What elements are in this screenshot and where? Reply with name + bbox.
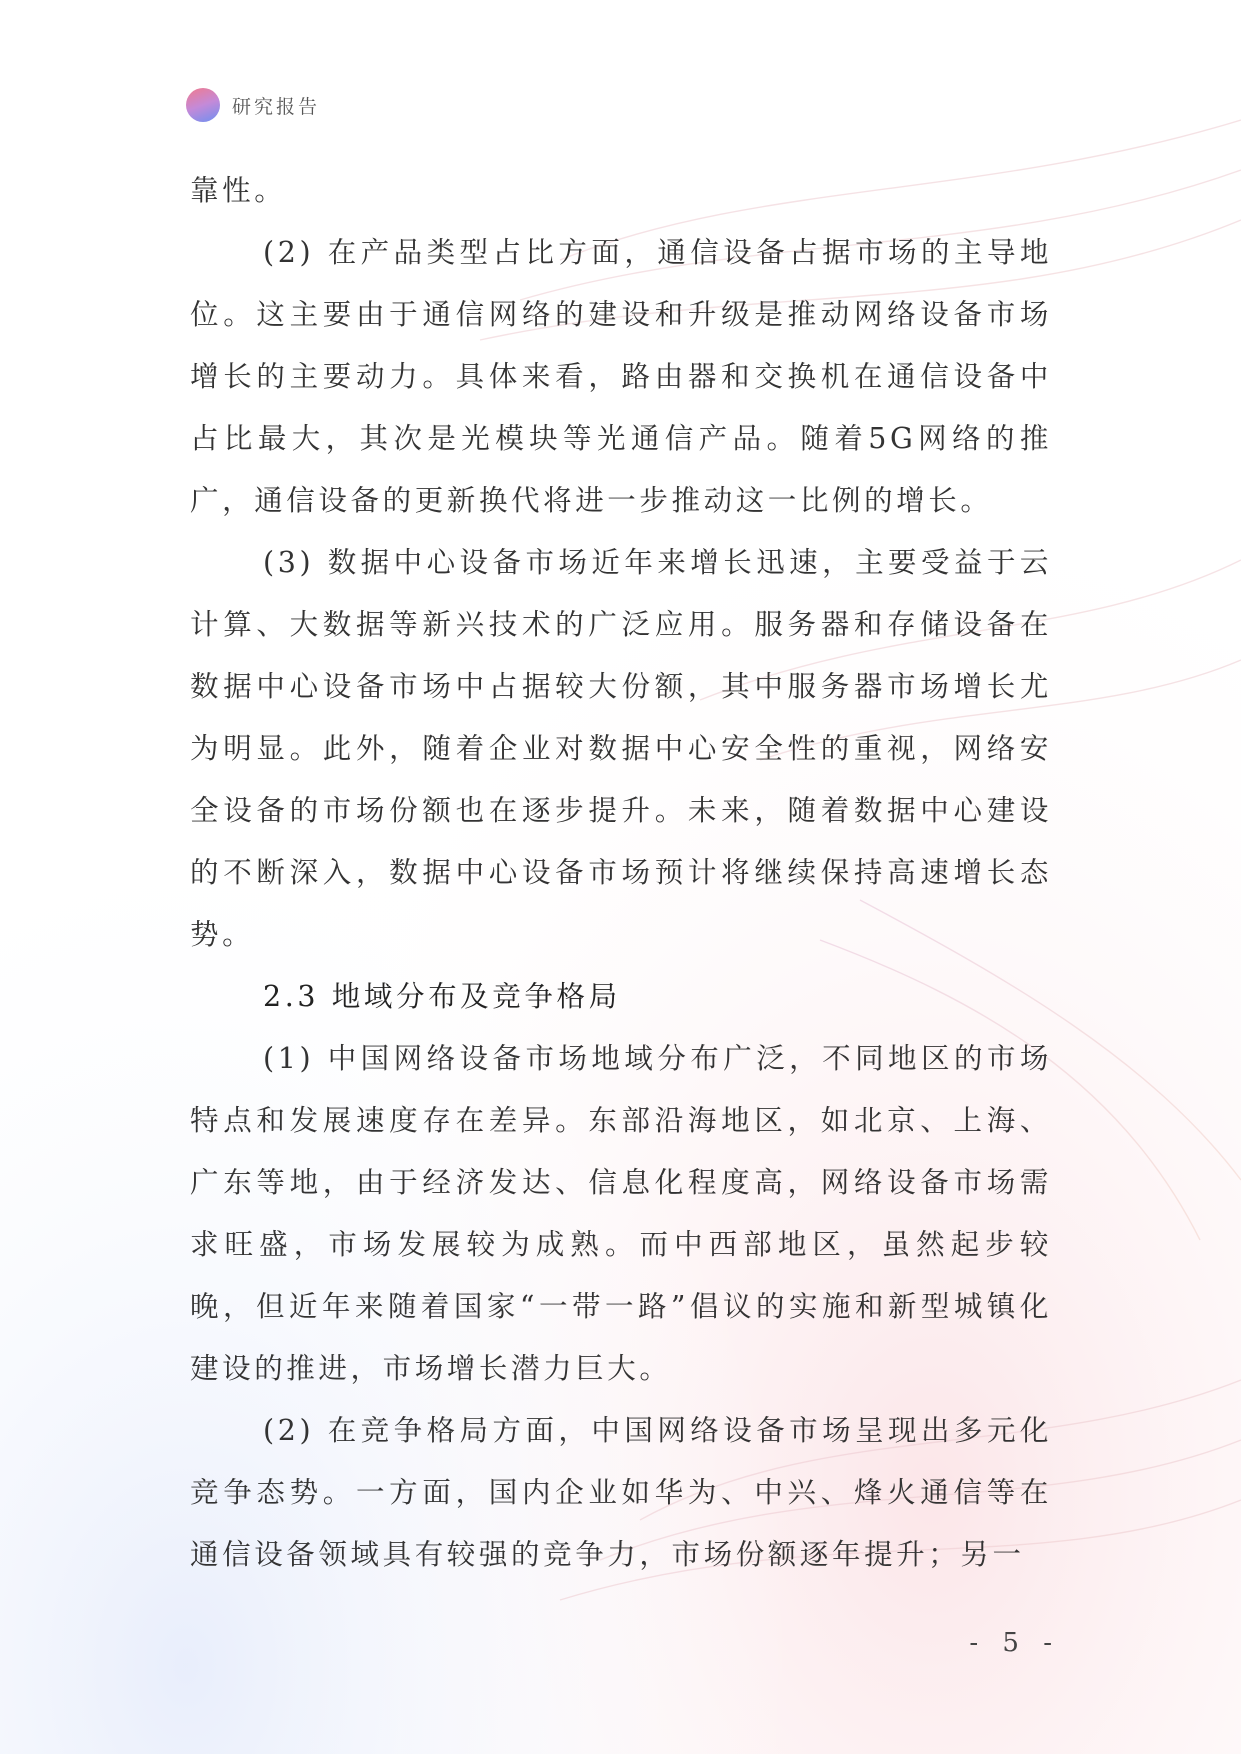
- section-heading: 2.3 地域分布及竞争格局: [263, 980, 621, 1013]
- header-title: 研究报告: [232, 95, 321, 118]
- document-body: [190, 160, 1052, 1586]
- paragraph-regional-distribution: (1) 中国网络设备市场地域分布广泛，不同地区的市场特点和发展速度存在差异。东部沿海地区，如北京、上海、广东等地，由于经济发达、信息化程度高，网络设备市场需求旺盛，市场发展较为成熟。而中西部地区，虽然起步较晚，但近年来随着国家“一带一路”倡议的实施和新型城镇化建设的推进，市场增长潜力巨大。: [190, 1042, 1052, 1385]
- report-header: [186, 88, 320, 122]
- report-logo-icon: [186, 88, 220, 122]
- paragraph-datacenter: (3) 数据中心设备市场近年来增长迅速，主要受益于云计算、大数据等新兴技术的广泛应用。服务器和存储设备在数据中心设备市场中占据较大份额，其中服务器市场增长尤为明显。此外，随着企业对数据中心安全性的重视，网络安全设备的市场份额也在逐步提升。未来，随着数据中心建设的不断深入，数据中心设备市场预计将继续保持高速增长态势。: [190, 546, 1052, 951]
- paragraph-continuation: 靠性。: [190, 174, 287, 207]
- paragraph-competition: (2) 在竞争格局方面，中国网络设备市场呈现出多元化竞争态势。一方面，国内企业如华为、中兴、烽火通信等在通信设备领域具有较强的竞争力，市场份额逐年提升；另一: [190, 1414, 1052, 1571]
- paragraph-product-type: (2) 在产品类型占比方面，通信设备占据市场的主导地位。这主要由于通信网络的建设和升级是推动网络设备市场增长的主要动力。具体来看，路由器和交换机在通信设备中占比最大，其次是光模块等光通信产品。随着5G网络的推广，通信设备的更新换代将进一步推动这一比例的增长。: [190, 236, 1052, 517]
- page-number: - 5 -: [969, 1628, 1060, 1658]
